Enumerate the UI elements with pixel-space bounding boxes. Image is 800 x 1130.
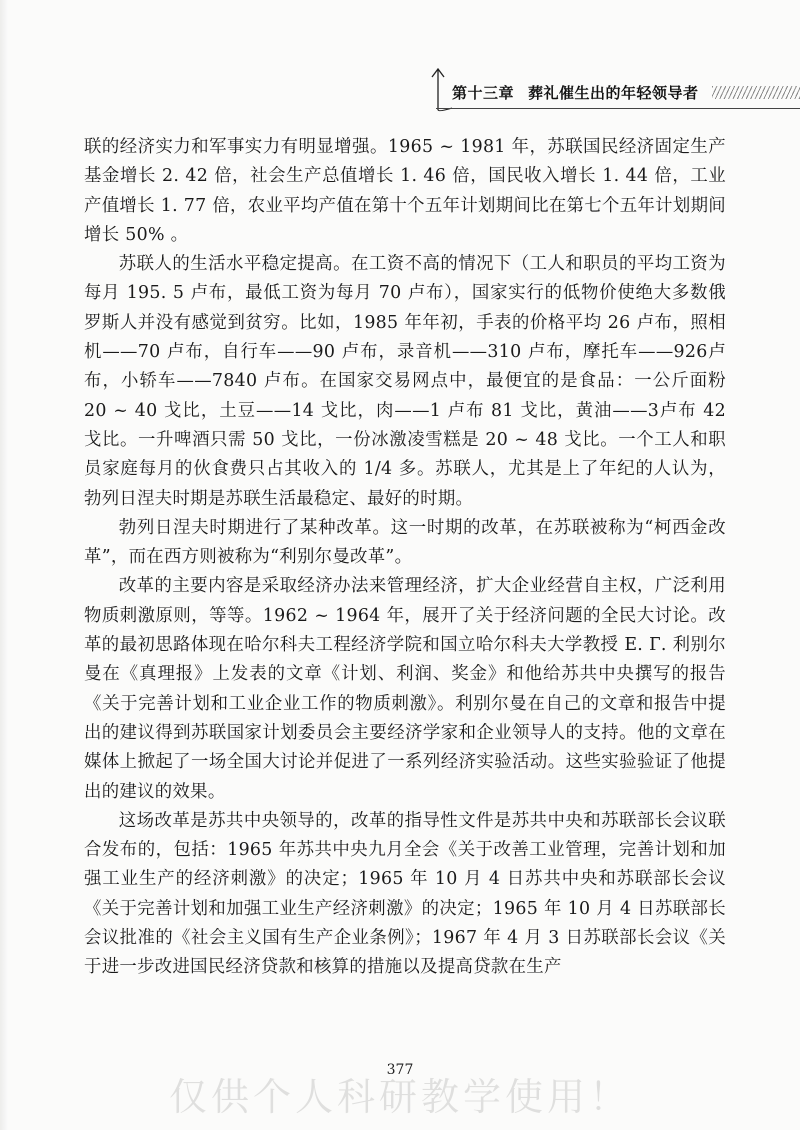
paragraph-5: 这场改革是苏共中央领导的，改革的指导性文件是苏共中央和苏联部长会议联合发布的，包括：1965 年苏共中央九月全会《关于改善工业管理，完善计划和加强工业生产的经济刺激》的决定；1965 年 10 月 4 日苏共中央和苏联部长会议《关于完善计划和加强工业生产经济刺激》的决定；1965 年 10 月 4 日苏联部长会议批准的《社会主义国有生产企业条例》；1967 年 4 月 3 日苏联部长会议《关于进一步改进国民经济贷款和核算的措施以及提高贷款在生产	[84, 810, 726, 978]
running-header	[428, 66, 800, 112]
chapter-number: 第十三章	[452, 84, 515, 102]
paragraph-2: 苏联人的生活水平稳定提高。在工资不高的情况下（工人和职员的平均工资为每月 195. 5 卢布，最低工资为每月 70 卢布），国家实行的低物价使绝大多数俄罗斯人并没有感觉到贫穷。比如，1985 年年初，手表的价格平均 26 卢布，照相机——70 卢布，自行车——90 卢布，录音机——310 卢布，摩托车——926卢布，小轿车——7840 卢布。在国家交易网点中，最便宜的是食品：一公斤面粉 20 ~ 40 戈比，土豆——14 戈比，肉——1 卢布 81 戈比，黄油——3卢布 42 戈比。一升啤酒只需 50 戈比，一份冰激凌雪糕是 20 ~ 48 戈比。一个工人和职员家庭每月的伙食费只占其收入的 1/4 多。苏联人，尤其是上了年纪的人认为，勃列日涅夫时期是苏联生活最稳定、最好的时期。	[84, 254, 726, 509]
header-rule	[436, 108, 800, 109]
chapter-title: 葬礼催生出的年轻领导者	[528, 84, 699, 102]
paragraph-4: 改革的主要内容是采取经济办法来管理经济，扩大企业经营自主权，广泛利用物质刺激原则，等等。1962 ~ 1964 年，展开了关于经济问题的全民大讨论。改革的最初思路体现在哈尔科夫工程经济学院和国立哈尔科夫大学教授 E. Г. 利别尔曼在《真理报》上发表的文章《计划、利润、奖金》和他给苏共中央撰写的报告《关于完善计划和工业企业工作的物质刺激》。利别尔曼在自己的文章和报告中提出的建议得到苏联国家计划委员会主要经济学家和企业领导人的支持。他的文章在媒体上掀起了一场全国大讨论并促进了一系列经济实验活动。这些实验验证了他提出的建议的效果。	[84, 576, 726, 802]
paragraph-1: 联的经济实力和军事实力有明显增强。1965 ~ 1981 年，苏联国民经济固定生产基金增长 2. 42 倍，社会生产总值增长 1. 46 倍，国民收入增长 1. 44 倍，工业产值增长 1. 77 倍，农业平均产值在第十个五年计划期间比在第七个五年计划期间增长 50% 。	[84, 137, 726, 245]
header-hatch-decoration	[712, 86, 800, 99]
up-arrow-icon	[428, 66, 452, 112]
page-number: 377	[386, 1062, 414, 1078]
paragraph-3: 勃列日涅夫时期进行了某种改革。这一时期的改革，在苏联被称为“柯西金改革”，而在西方则被称为“利别尔曼改革”。	[84, 517, 726, 568]
watermark: 仅供个人科研教学使用！	[168, 1075, 631, 1119]
page-edge-shadow	[0, 0, 8, 1130]
chapter-heading	[452, 82, 699, 103]
body-text	[84, 133, 726, 983]
